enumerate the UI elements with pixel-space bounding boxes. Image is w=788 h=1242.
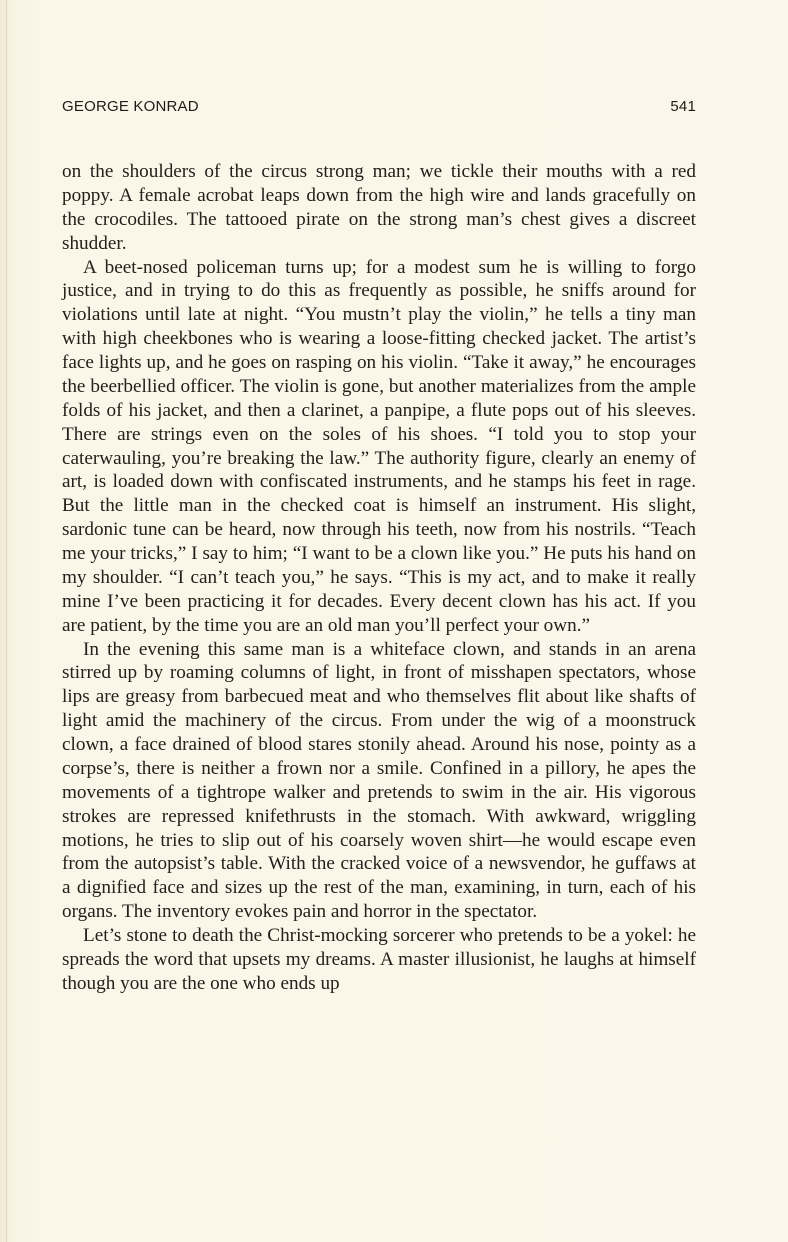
paragraph-whiteface-clown: In the evening this same man is a whiteface clown, and stands in an arena stirred up by roaming columns of light, in front of misshapen spectators, whose lips are greasy from barbecued meat and who themselves flit about like shafts of light amid the machinery of the circus. From under the wig of a moonstruck clown, a face drained of blood stares stonily ahead. Around his nose, pointy as a corpse’s, there is neither a frown nor a smile. Confined in a pillory, he apes the movements of a tightrope walker and pretends to swim in the air. His vigorous strokes are repressed knifethrusts in the stomach. With awkward, wriggling motions, he tries to slip out of his coarsely woven shirt—he would escape even from the autopsist’s table. With the cracked voice of a newsvendor, he guffaws at a dignified face and sizes up the rest of the man, examining, in turn, each of his organs. The inventory evokes pain and horror in the spectator.: [62, 638, 696, 923]
paragraph-policeman: A beet-nosed policeman turns up; for a modest sum he is willing to forgo justice, and in trying to do this as frequently as possible, he sniffs around for violations until late at night. “You mustn’t play the violin,” he tells a tiny man with high cheekbones who is wearing a loose-fitting checked jacket. The artist’s face lights up, and he goes on rasping on his violin. “Take it away,” he encourages the beerbellied officer. The violin is gone, but another materializes from the ample folds of his jacket, and then a clarinet, a panpipe, a flute pops out of his sleeves. There are strings even on the soles of his shoes. “I told you to stop your caterwauling, you’re breaking the law.” The authority figure, clearly an enemy of art, is loaded down with confiscated instruments, and he stamps his feet in rage. But the little man in the checked coat is himself an instrument. His slight, sardonic tune can be heard, now through his teeth, now from his nostrils. “Teach me your tricks,” I say to him; “I want to be a clown like you.” He puts his hand on my shoulder. “I can’t teach you,” he says. “This is my act, and to make it really mine I’ve been practicing it for decades. Every decent clown has his act. If you are patient, by the time you are an old man you’ll perfect your own.”: [62, 256, 696, 636]
running-head-author: GEORGE KONRAD: [62, 98, 199, 115]
paragraph-continued: on the shoulders of the circus strong man; we tickle their mouths with a red poppy. A female acrobat leaps down from the high wire and lands gracefully on the crocodiles. The tattooed pirate on the strong man’s chest gives a discreet shudder.: [62, 161, 696, 254]
page-gutter-edge: [6, 0, 7, 1242]
paragraph-sorcerer: Let’s stone to death the Christ-mocking sorcerer who pretends to be a yokel: he spreads the word that upsets my dreams. A master illusionist, he laughs at himself though you are the one who ends up: [62, 925, 696, 994]
running-header: [62, 98, 696, 120]
page-number: 541: [670, 98, 696, 115]
body-text: [62, 160, 696, 996]
